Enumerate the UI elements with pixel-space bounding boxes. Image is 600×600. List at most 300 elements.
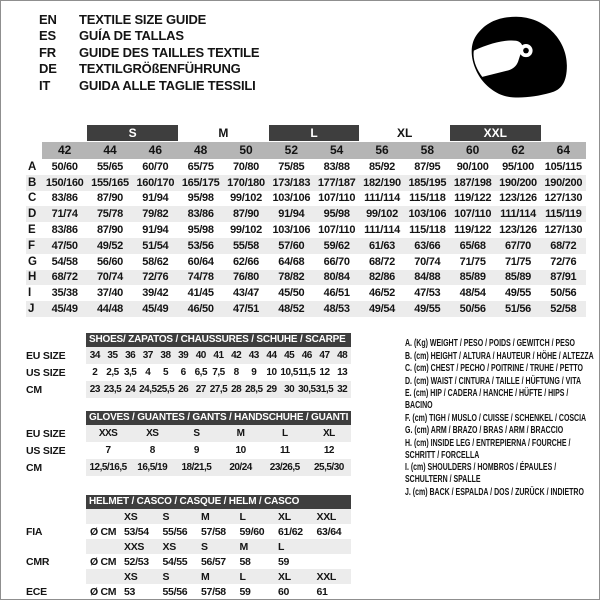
language-code: ES	[39, 28, 56, 44]
language-row	[39, 44, 259, 61]
measurement-cell: 70/74	[96, 271, 123, 284]
value-cells	[86, 554, 351, 569]
measurement-row-b	[26, 175, 586, 191]
helmet-value-cell: 63/64	[316, 525, 342, 538]
measurement-cell: 95/100	[502, 160, 534, 173]
value-cell: 23	[89, 384, 100, 395]
value-cell: 12	[323, 445, 334, 456]
value-cell: 11	[279, 445, 290, 456]
measurement-cell: 83/88	[323, 160, 350, 173]
measurement-cell: 160/170	[136, 176, 175, 189]
size-header-cell: 54	[314, 142, 359, 159]
measurement-cell: 190/200	[499, 176, 537, 189]
value-cell: 40	[195, 350, 206, 361]
value-cell: 11,5	[298, 367, 316, 378]
value-cell: 23,5	[103, 384, 122, 395]
row-cells	[86, 425, 351, 442]
measurement-cell: 111/114	[364, 224, 400, 237]
row-label: CM	[26, 383, 42, 396]
measurement-cell: 119/122	[454, 224, 492, 237]
row-cells	[86, 442, 351, 459]
shoes-table-title: SHOES/ ZAPATOS / CHAUSSURES / SCHUHE / SCARPE	[86, 333, 351, 347]
size-cells	[86, 569, 351, 584]
size-header-cell: 58	[405, 142, 450, 159]
value-cell: S	[193, 428, 200, 439]
size-group-l: L	[269, 125, 360, 141]
measurement-cell: 83/86	[51, 192, 78, 205]
measurement-cell: 65/75	[187, 160, 214, 173]
unit-cell: Ø CM	[90, 525, 117, 538]
value-cell: 13	[337, 367, 348, 378]
helmet-size-cell: XS	[124, 570, 138, 583]
size-header-cell: 42	[42, 142, 87, 159]
measurement-cell: 45/50	[278, 287, 305, 300]
racing-helmet-icon	[453, 13, 583, 107]
value-cell: 41	[213, 350, 224, 361]
row-label: US SIZE	[26, 366, 66, 379]
measurement-cell: 68/72	[550, 239, 577, 252]
row-letter: E	[28, 224, 36, 237]
measurement-cell: 85/89	[504, 271, 531, 284]
measurement-cell: 53/56	[187, 239, 214, 252]
measurement-cell: 182/190	[363, 176, 401, 189]
table-row-cm	[26, 459, 351, 476]
row-letter: D	[28, 208, 37, 221]
helmet-size-cell: S	[162, 510, 170, 523]
language-code: EN	[39, 11, 57, 27]
measurement-cell: 59/62	[323, 239, 350, 252]
measurement-cell: 39/42	[142, 287, 169, 300]
measurement-cell: 90/100	[456, 160, 489, 173]
measurement-cell: 72/76	[550, 255, 577, 268]
language-title: GUÍA DE TALLAS	[79, 28, 184, 44]
measurement-row-f	[26, 238, 586, 254]
measurement-cell: 105/115	[544, 160, 582, 173]
shoes-header-row	[26, 333, 351, 347]
measurement-cell: 57/60	[278, 239, 305, 252]
helmet-value-cell: 54/55	[162, 555, 188, 568]
helmet-size-cell: XS	[124, 510, 138, 523]
measurement-cell: 87/91	[550, 271, 577, 284]
legend-item-i: I. (cm) SHOULDERS / HOMBROS / ÉPAULES / SCHULTERN / SPALLE	[405, 462, 557, 485]
measurement-cell: 165/175	[181, 176, 220, 189]
legend-item-c: C. (cm) CHEST / PECHO / POITRINE / TRUHE / PETTO	[405, 363, 584, 374]
legend-item-h: H. (cm) INSIDE LEG / ENTREPIERNA / FOURCHE / SCHRITT / FORCELLA	[405, 437, 571, 461]
size-header-cell: 64	[541, 142, 586, 159]
measurement-cell: 119/122	[454, 192, 492, 205]
helmet-size-cell: XXL	[316, 570, 337, 583]
measurement-cell: 99/102	[230, 224, 262, 237]
helmet-size-cell: XXS	[124, 540, 145, 553]
value-cell: 20/24	[229, 462, 252, 473]
value-cell: 47	[319, 350, 330, 361]
value-cell: 32	[337, 384, 348, 395]
value-cell: 8	[149, 445, 155, 456]
value-cell: 27,5	[209, 384, 228, 395]
measurement-cell: 95/98	[187, 192, 214, 205]
measurement-cell: 103/106	[272, 224, 311, 237]
group-spacer	[42, 125, 87, 141]
size-header-cell: 56	[359, 142, 404, 159]
row-label: FIA	[26, 525, 43, 538]
main-size-table	[26, 125, 586, 317]
measurement-row-d	[26, 206, 586, 222]
measurement-cell: 85/92	[368, 160, 395, 173]
shoes-table	[26, 347, 351, 398]
measurement-cell: 91/94	[142, 192, 169, 205]
measurement-cell: 64/68	[278, 255, 305, 268]
group-spacer	[541, 125, 586, 141]
measurement-cell: 35/38	[51, 287, 78, 300]
measurement-cell: 150/160	[45, 176, 84, 189]
row-label: CMR	[26, 555, 50, 568]
measurement-cell: 75/85	[278, 160, 305, 173]
row-letter: H	[28, 271, 37, 284]
language-row	[39, 61, 259, 78]
measurement-cell: 71/75	[504, 255, 531, 268]
measurement-row-i	[26, 285, 586, 301]
value-cell: 37	[142, 350, 153, 361]
size-header-cell: 46	[133, 142, 178, 159]
measurement-cell: 99/102	[230, 192, 262, 205]
measurement-cell: 82/86	[368, 271, 395, 284]
measurement-cell: 68/72	[51, 271, 78, 284]
size-group-s: S	[87, 125, 178, 141]
measurement-row-a	[26, 159, 586, 175]
legend-item-j: J. (cm) BACK / ESPALDA / DOS / ZURÜCK / INDIETRO	[405, 486, 584, 498]
measurement-cell: 87/90	[232, 208, 259, 221]
helmet-value-cell: 52/53	[124, 555, 149, 568]
helmet-size-cell: S	[162, 570, 170, 583]
shoes-section	[26, 333, 351, 398]
measurement-cell: 49/55	[504, 287, 531, 300]
size-group-xl: XL	[396, 126, 413, 140]
helmet-header-row	[26, 494, 351, 509]
helmet-size-cell: M	[201, 510, 210, 523]
row-cells	[86, 381, 351, 398]
language-row	[39, 28, 259, 45]
value-cell: 36	[125, 350, 136, 361]
measurement-cell: 48/54	[459, 287, 486, 300]
measurement-cell: 87/90	[96, 192, 123, 205]
value-cell: XS	[146, 428, 159, 439]
measurement-cell: 103/106	[408, 208, 447, 221]
measurement-cell: 61/63	[368, 239, 395, 252]
measurement-cell: 80/84	[323, 271, 350, 284]
value-cells	[86, 584, 351, 599]
row-letter: J	[28, 303, 35, 316]
measurement-cell: 50/56	[459, 303, 486, 316]
measurement-cell: 107/110	[318, 192, 356, 205]
measurement-cell: 70/80	[232, 160, 259, 173]
value-cell: 46	[301, 350, 312, 361]
measurement-cell: 50/56	[550, 287, 577, 300]
measurement-cell: 58/62	[142, 255, 169, 268]
measurement-cell: 95/98	[187, 224, 214, 237]
row-label: CM	[26, 461, 42, 474]
measurement-cell: 49/52	[96, 239, 123, 252]
measurement-cell: 44/48	[96, 303, 123, 316]
value-cell: 7,5	[212, 367, 225, 378]
helmet-value-row-fia	[26, 524, 351, 539]
helmet-size-cell: XXL	[316, 510, 337, 523]
measurement-cell: 43/47	[232, 287, 259, 300]
value-cell: 44	[266, 350, 277, 361]
measurement-cell: 68/72	[368, 255, 395, 268]
value-cell: 5	[162, 367, 169, 378]
row-letter: G	[28, 255, 37, 268]
measurement-cell: 55/58	[232, 239, 259, 252]
value-cell: 9	[251, 367, 257, 378]
measurement-cell: 48/53	[323, 303, 350, 316]
value-cell: 35	[107, 350, 118, 361]
row-letter: C	[28, 192, 37, 205]
measurement-cell: 123/126	[499, 224, 537, 237]
measurement-cell: 47/50	[51, 239, 78, 252]
helmet-size-row-cmr	[26, 539, 351, 554]
helmet-size-cell: XL	[278, 570, 291, 583]
measurement-cell: 67/70	[504, 239, 531, 252]
helmet-value-cell: 55/56	[162, 585, 188, 598]
measurement-cell: 70/74	[414, 255, 441, 268]
measurement-cell: 55/65	[96, 160, 123, 173]
row-label: EU SIZE	[26, 349, 66, 362]
language-row	[39, 11, 259, 28]
helmet-value-cell: 55/56	[162, 525, 188, 538]
helmet-value-row-cmr	[26, 554, 351, 569]
measurement-cell: 115/118	[409, 192, 446, 205]
helmet-value-cell: 61/62	[278, 525, 303, 538]
value-cell: 28,5	[245, 384, 263, 395]
value-cell: 4	[145, 367, 151, 378]
value-cell: 3,5	[123, 367, 137, 378]
legend-list	[405, 338, 597, 499]
measurement-cell: 127/130	[544, 224, 583, 237]
value-cell: 8	[233, 367, 239, 378]
gloves-table	[26, 425, 351, 476]
helmet-value-cell: 53/54	[124, 525, 149, 538]
row-letter: F	[28, 239, 35, 252]
helmet-value-cell: 53	[124, 585, 136, 598]
measurement-cell: 54/58	[51, 255, 78, 268]
value-cell: 42	[231, 350, 242, 361]
gloves-header-row	[26, 411, 351, 425]
helmet-size-cell: M	[239, 540, 248, 553]
value-cell: 25,5	[156, 384, 175, 395]
legend-item-a: A. (Kg) WEIGHT / PESO / POIDS / GEWITCH / PESO	[405, 338, 575, 349]
measurement-cell: 74/78	[187, 271, 214, 284]
helmet-size-row-fia	[26, 509, 351, 524]
language-title: TEXTILE SIZE GUIDE	[79, 11, 207, 27]
measurement-cell: 107/110	[318, 224, 356, 237]
measurement-cell: 85/89	[459, 271, 486, 284]
measurement-cell: 45/49	[142, 303, 169, 316]
value-cell: 24	[125, 384, 136, 395]
measurement-cell: 75/78	[96, 208, 123, 221]
legend-item-f: F. (cm) TIGH / MUSLO / CUISSE / SCHENKEL / COSCIA	[405, 412, 587, 424]
value-cell: 23/26,5	[269, 462, 300, 473]
measurement-cell: 60/64	[187, 255, 214, 268]
size-header-cell: 48	[178, 142, 223, 159]
helmet-size-cell: XS	[162, 540, 176, 553]
measurement-cell: 173/183	[272, 176, 311, 189]
measurement-cell: 111/114	[500, 208, 536, 221]
language-title: GUIDE DES TAILLES TEXTILE	[79, 44, 260, 60]
unit-cell: Ø CM	[90, 555, 117, 568]
value-cell: 28	[231, 384, 242, 395]
size-header-cell: 62	[495, 142, 540, 159]
helmet-value-cell: 59	[278, 555, 290, 568]
size-group-row	[26, 125, 586, 141]
value-cell: 43	[248, 350, 259, 361]
row-label: US SIZE	[26, 444, 66, 457]
measurement-cell: 190/200	[544, 176, 583, 189]
value-cell: 2,5	[106, 367, 119, 378]
value-cell: 10	[235, 445, 246, 456]
value-cell: 48	[337, 350, 348, 361]
measurement-cell: 123/126	[499, 192, 537, 205]
helmet-value-row-ece	[26, 584, 351, 599]
helmet-value-cell: 57/58	[201, 525, 226, 538]
value-cell: 12	[319, 367, 330, 378]
value-cell: L	[281, 428, 288, 439]
measurement-cell: 47/53	[414, 287, 441, 300]
measurement-cell: 72/76	[142, 271, 169, 284]
value-cell: 30,5	[298, 384, 316, 395]
value-cell: 6,5	[194, 367, 208, 378]
row-letter: B	[28, 176, 37, 189]
measurement-cell: 78/82	[278, 271, 305, 284]
measurement-cell: 177/187	[317, 176, 356, 189]
value-cell: 45	[284, 350, 295, 361]
value-cell: XL	[323, 428, 335, 439]
helmet-value-cell: 60	[278, 585, 290, 598]
language-title: TEXTILGRÖßENFÜHRUNG	[79, 61, 241, 77]
measurement-cell: 71/75	[459, 255, 486, 268]
measurement-cell: 49/54	[368, 303, 395, 316]
measurement-row-j	[26, 301, 586, 317]
row-letter: A	[28, 160, 37, 173]
measurement-cell: 46/50	[187, 303, 214, 316]
value-cell: 18/21,5	[181, 462, 212, 473]
value-cell: 34	[89, 350, 100, 361]
helmet-table-body	[26, 509, 351, 599]
row-cells	[86, 459, 351, 476]
gloves-section	[26, 411, 351, 476]
measurement-cell: 79/82	[142, 208, 169, 221]
value-cell: 9	[193, 445, 199, 456]
table-row-us-size	[26, 442, 351, 459]
table-row-us-size	[26, 364, 351, 381]
measurement-row-h	[26, 270, 586, 286]
measurement-cell: 51/54	[142, 239, 169, 252]
measurement-cell: 83/86	[187, 208, 214, 221]
measurement-cell: 46/51	[323, 287, 350, 300]
row-cells	[86, 364, 351, 381]
row-cells	[86, 347, 351, 364]
helmet-value-cell: 57/58	[201, 585, 226, 598]
measurement-row-e	[26, 222, 586, 238]
size-cells	[86, 509, 351, 524]
measurement-cell: 83/86	[51, 224, 78, 237]
helmet-value-cell: 56/57	[201, 555, 226, 568]
value-cells	[86, 524, 351, 539]
unit-cell: Ø CM	[90, 585, 117, 598]
measurement-row-c	[26, 191, 586, 207]
language-code: DE	[39, 61, 57, 77]
helmet-section	[26, 494, 351, 599]
helmet-value-cell: 59/60	[239, 525, 265, 538]
measurement-cell: 127/130	[544, 192, 583, 205]
value-cell: 10,5	[280, 367, 298, 378]
measurement-cell: 155/165	[91, 176, 129, 189]
gloves-table-title: GLOVES / GUANTES / GANTS / HANDSCHUHE / GUANTI	[86, 411, 351, 425]
size-header-cell: 50	[223, 142, 268, 159]
measurement-cell: 91/94	[278, 208, 305, 221]
size-cells	[86, 539, 351, 554]
language-row	[39, 77, 259, 94]
value-cell: 38	[160, 350, 171, 361]
table-row-eu-size	[26, 425, 351, 442]
value-cell: 39	[178, 350, 189, 361]
legend-item-d: D. (cm) WAIST / CINTURA / TAILLE / HÜFTUNG / VITA	[405, 375, 582, 387]
measurement-cell: 107/110	[454, 208, 492, 221]
value-cell: 30	[284, 384, 295, 395]
row-letter: I	[28, 287, 31, 300]
measurement-cell: 48/52	[278, 303, 305, 316]
measurement-cell: 185/195	[408, 176, 447, 189]
value-cell: 16,5/19	[137, 462, 168, 473]
helmet-size-row-ece	[26, 569, 351, 584]
measurement-row-g	[26, 254, 586, 270]
value-cell: 24,5	[139, 384, 157, 395]
value-cell: 29	[266, 384, 277, 395]
measurement-cell: 95/98	[323, 208, 350, 221]
measurement-cell: 111/114	[364, 192, 400, 205]
language-list	[39, 11, 259, 94]
measurement-cell: 66/70	[323, 255, 350, 268]
table-row-eu-size	[26, 347, 351, 364]
legend-item-b: B. (cm) HEIGHT / ALTURA / HAUTEUR / HÖHE / ALTEZZA	[405, 350, 594, 362]
measurement-cell: 91/94	[142, 224, 169, 237]
helmet-size-cell: M	[201, 570, 210, 583]
measurement-cell: 103/106	[272, 192, 311, 205]
size-header-cell: 44	[87, 142, 132, 159]
measurement-cell: 115/119	[545, 208, 582, 221]
measurement-cell: 84/88	[414, 271, 441, 284]
measurement-cell: 51/56	[504, 303, 531, 316]
table-row-cm	[26, 381, 351, 398]
measurement-cell: 45/49	[51, 303, 78, 316]
helmet-value-cell: 58	[239, 555, 251, 568]
measurement-cell: 49/55	[414, 303, 441, 316]
row-label: ECE	[26, 585, 47, 598]
helmet-size-cell: L	[278, 540, 285, 553]
measurement-cell: 187/198	[453, 176, 492, 189]
measurement-cell: 62/66	[232, 255, 259, 268]
measurement-cell: 71/74	[51, 208, 78, 221]
legend-item-g: G. (cm) ARM / BRAZO / BRAS / ARM / BRACCIO	[405, 425, 564, 436]
measurement-cell: 87/95	[414, 160, 441, 173]
measurement-cell: 37/40	[96, 287, 123, 300]
language-code: FR	[39, 44, 56, 60]
measurement-cell: 87/90	[96, 224, 123, 237]
measurement-cell: 170/180	[227, 176, 265, 189]
helmet-size-cell: L	[239, 570, 246, 583]
value-cell: 31,5	[315, 384, 334, 395]
helmet-size-cell: XL	[278, 510, 291, 523]
size-header-cell: 60	[450, 142, 495, 159]
